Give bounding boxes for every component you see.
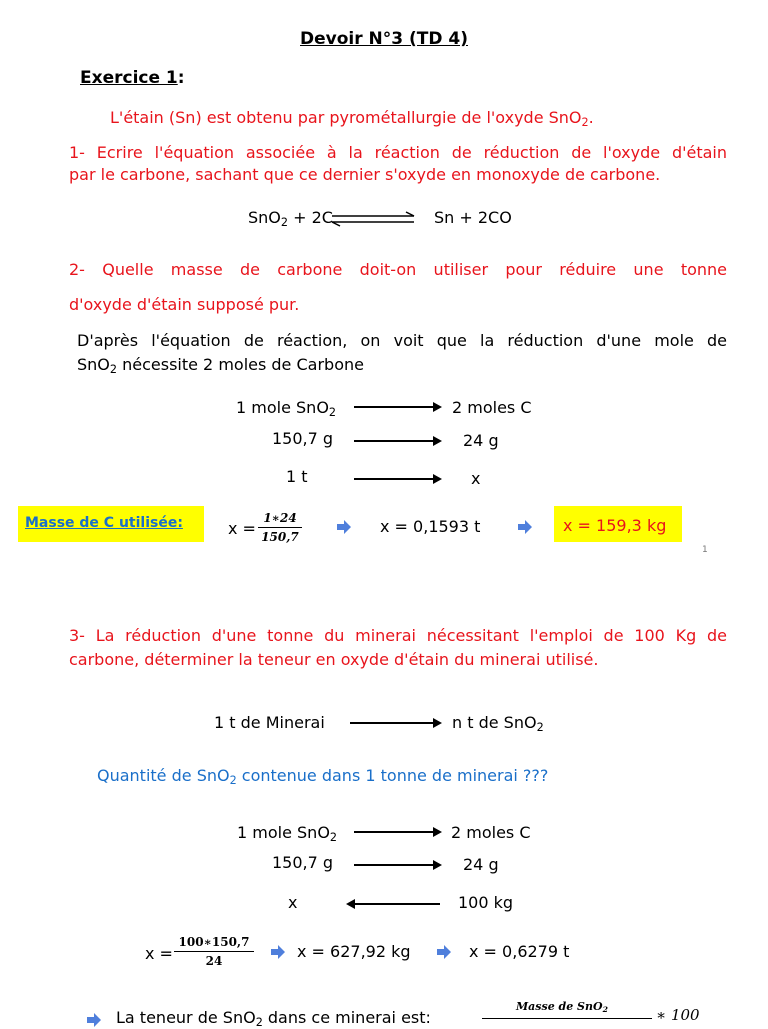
equation-left: [248, 208, 333, 227]
equation-left-rest: + 2C: [288, 208, 333, 227]
question-2-line-2: d'oxyde d'étain supposé pur.: [69, 295, 300, 314]
result1-fraction: [258, 511, 302, 544]
content-sentence: [116, 1008, 431, 1027]
content-frac-num-sub: 2: [602, 1004, 608, 1014]
intro-sub: 2: [581, 115, 589, 129]
exercise-heading: [80, 68, 185, 88]
question-3: [69, 626, 727, 645]
result2-denominator: 24: [205, 954, 223, 968]
result1-fraction-bar: [258, 527, 302, 528]
prop2-row2-right: 24 g: [463, 855, 499, 874]
result1-x-eq: x =: [228, 519, 256, 538]
result1-step: x = 0,1593 t: [380, 517, 481, 536]
prop2-row3-left: x: [288, 893, 298, 912]
prop1-row2-arrow: [354, 440, 440, 442]
prop2-row1-left-sub: 2: [329, 830, 338, 844]
prop1-row2-right: 24 g: [463, 431, 499, 450]
content-fraction-bar: [482, 1018, 652, 1019]
prop2-row1-right: 2 moles C: [451, 823, 531, 842]
quantity-sub: 2: [229, 773, 237, 787]
explanation-line-2-sub: 2: [109, 362, 118, 376]
ore-right-sub: 2: [536, 720, 544, 734]
result1-numerator: 1∗24: [263, 511, 297, 525]
exercise-heading-text: Exercice 1: [80, 68, 178, 88]
intro-text: L'étain (Sn) est obtenu par pyrométallurgie de l'oxyde SnO: [110, 108, 582, 127]
prop2-row3-right: 100 kg: [458, 893, 514, 912]
prop1-row3-right: x: [471, 469, 481, 488]
content-fraction-numerator: [516, 1000, 608, 1013]
ore-right: [452, 713, 544, 732]
content-text-a: La teneur de SnO: [116, 1008, 256, 1027]
quantity-text-b: contenue dans 1 tonne de minerai ???: [236, 766, 549, 785]
content-sub: 2: [255, 1015, 263, 1029]
prop1-row1-left-sub: 2: [328, 405, 337, 419]
result1-final: x = 159,3 kg: [563, 516, 667, 535]
exercise-heading-colon: :: [177, 68, 185, 88]
prop1-row3-left: 1 t: [286, 467, 308, 486]
arrow-bullet-icon: [337, 520, 351, 534]
content-frac-num-text: Masse de SnO: [516, 1000, 603, 1013]
result2-numerator: 100∗150,7: [178, 935, 250, 949]
result2-fraction: [174, 935, 254, 968]
explanation-line-2-a: SnO: [77, 355, 110, 374]
explanation-line-1: D'après l'équation de réaction, on voit que la réduction d'une mole de: [77, 331, 727, 350]
explanation-line-2: [77, 355, 364, 374]
content-text-b: dans ce minerai est:: [262, 1008, 431, 1027]
explanation: [77, 331, 727, 350]
ore-arrow: [350, 722, 440, 724]
prop2-row1-arrow: [354, 831, 440, 833]
question-1-line-2: par le carbone, sachant que ce dernier s'oxyde en monoxyde de carbone.: [69, 165, 661, 184]
result2-fraction-bar: [174, 951, 254, 952]
question-3-line-1: 3- La réduction d'une tonne du minerai nécessitant l'emploi de 100 Kg de: [69, 626, 727, 645]
arrow-bullet-icon: [87, 1013, 101, 1027]
prop2-row3-arrow: [348, 903, 440, 905]
question-2: [69, 260, 727, 279]
question-2-line-1: 2- Quelle masse de carbone doit-on utiliser pour réduire une tonne: [69, 260, 727, 279]
prop1-row2-left: 150,7 g: [272, 429, 334, 448]
arrow-bullet-icon: [437, 945, 451, 959]
equation-right: Sn + 2CO: [434, 208, 512, 227]
question-3-line-2: carbone, déterminer la teneur en oxyde d'étain du minerai utilisé.: [69, 650, 599, 669]
result1-denominator: 150,7: [261, 530, 299, 544]
equilibrium-arrow: [330, 211, 416, 227]
prop1-row1-left: [236, 398, 336, 417]
quantity-text-a: Quantité de SnO: [97, 766, 230, 785]
ore-right-text: n t de SnO: [452, 713, 537, 732]
page-number: 1: [702, 545, 708, 555]
arrow-bullet-icon: [518, 520, 532, 534]
page-title: Devoir N°3 (TD 4): [300, 29, 468, 49]
result1-label: Masse de C utilisée:: [25, 515, 183, 531]
prop1-row1-right: 2 moles C: [452, 398, 532, 417]
question-1-line-1: 1- Ecrire l'équation associée à la réaction de réduction de l'oxyde d'étain: [69, 143, 727, 162]
explanation-line-2-b: nécessite 2 moles de Carbone: [117, 355, 364, 374]
prop1-row1-left-text: 1 mole SnO: [236, 398, 329, 417]
ore-left: 1 t de Minerai: [214, 713, 325, 732]
intro-end: .: [588, 108, 594, 127]
prop1-row3-arrow: [354, 478, 440, 480]
prop1-row1-arrow: [354, 406, 440, 408]
result2-step1: x = 627,92 kg: [297, 942, 411, 961]
equation-left-text: SnO: [248, 208, 281, 227]
equation-left-sub: 2: [280, 215, 289, 229]
prop2-row2-left: 150,7 g: [272, 853, 334, 872]
prop2-row1-left: [237, 823, 337, 842]
prop2-row1-left-text: 1 mole SnO: [237, 823, 330, 842]
quantity-question: [97, 766, 548, 785]
result2-x-eq: x =: [145, 944, 173, 963]
arrow-bullet-icon: [271, 945, 285, 959]
prop2-row2-arrow: [354, 864, 440, 866]
content-times: ∗ 100: [656, 1006, 700, 1024]
intro-sentence: [110, 108, 594, 127]
result2-step2: x = 0,6279 t: [469, 942, 570, 961]
question-1: [69, 141, 727, 165]
